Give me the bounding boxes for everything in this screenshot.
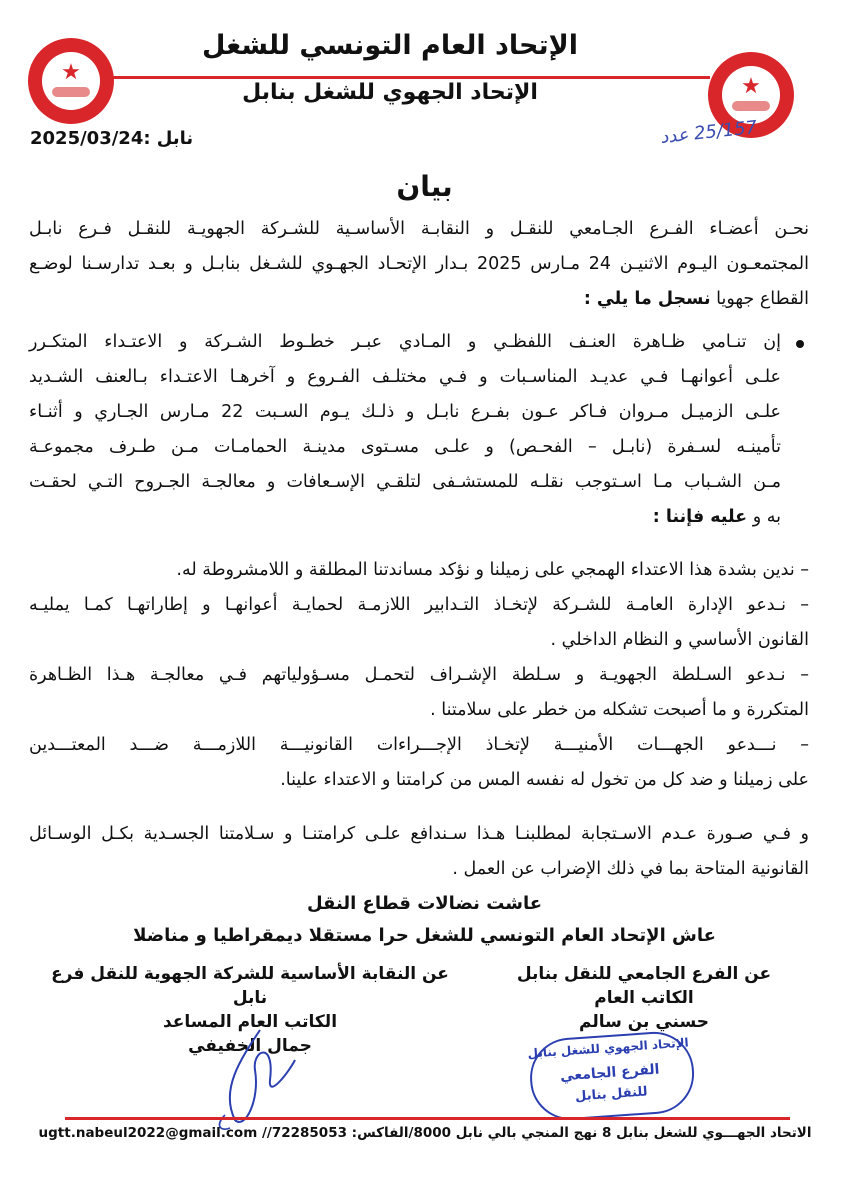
intro-bold: نسجل ما يلي :	[583, 289, 711, 309]
bullet-paragraph	[29, 325, 781, 535]
intro-line: القطاع جهويا نسجل ما يلي :	[583, 289, 809, 309]
header-subtitle: الإتحاد الجهوي للشغل بنابل	[242, 80, 538, 105]
handwritten-reference: 25/157 عدد	[659, 116, 759, 149]
closing-line-1: عاشت نضالات قطاع النقل	[306, 893, 543, 914]
intro-line: المجتمعـون اليـوم الاثنيـن 24 مـارس 2025 بـدار الإتحـاد الجهـوي للشـغل بنابـل و بعـد تدارسـنا لوضـع	[29, 254, 809, 274]
signature-block-right	[494, 962, 794, 1034]
demand-line: – نـــدعو الجهـــات الأمنيـــة لإتخـاذ الإجـــراءات القانونيـــة اللازمـــة ضـــد المعتـــدين	[29, 735, 809, 755]
closing-line-2: عاش الإتحاد العام التونسي للشغل حرا مستقلا ديمقراطيا و مناضلا	[133, 925, 716, 946]
signature-org: عن الفرع الجامعي للنقل بنابل	[516, 964, 772, 984]
bullet-icon	[796, 340, 804, 348]
final-line: و فـي صـورة عـدم الاسـتجابة لمطلبنـا هـذا سـندافع علـى كرامتنـا و سـلامتنا الجسـدية بكـل الوسـائل	[29, 824, 809, 844]
demand-line: – نـدعو الإدارة العامـة للشـركة لإتخـاذ التـدابير اللازمـة لحمايـة أعوانهـا و إطاراتهـا كمـا يمليـه	[29, 595, 809, 615]
handshake-icon	[52, 87, 90, 97]
bullet-line: به و عليه فإننا :	[652, 507, 781, 527]
bullet-line: إن تنـامي ظـاهرة العنـف اللفظـي و المـادي عبـر خطـوط الشـركة و الاعتـداء المتكـرر	[29, 332, 781, 352]
demand-line: – نـدعو السـلطة الجهويـة و سـلطة الإشـراف لتحمـل مسـؤولياتهم فـي معالجـة هـذا الظـاهرة	[29, 665, 809, 685]
official-stamp	[517, 1029, 702, 1121]
header-title: الإتحاد العام التونسي للشغل	[202, 30, 578, 61]
final-paragraph	[29, 817, 809, 887]
intro-paragraph	[29, 212, 809, 317]
document-date: نابل :2025/03/24	[30, 128, 194, 149]
bullet-line: تأمينـه لسـفرة (نابـل – الفحـص) و علـى مسـتوى مدينـة الحمامـات مـن طـرف مجموعـة	[29, 437, 781, 457]
stamp-line: الإتحاد الجهوي للشغل بنابل	[527, 1035, 690, 1061]
signature-name: جمال الخفيفي	[188, 1036, 312, 1056]
signature-role: الكاتب العام المساعد	[162, 1012, 338, 1032]
stamp-line: للنقل بنابل	[574, 1084, 649, 1105]
footer-divider	[65, 1117, 790, 1120]
demand-line: على زميلنا و ضد كل من تخول له نفسه المس من كرامتنا و الاعتداء علينا.	[280, 770, 809, 790]
signature-name: حسني بن سالم	[578, 1012, 710, 1032]
final-line: القانونية المتاحة بما في ذلك الإضراب عن العمل .	[452, 859, 809, 879]
handshake-icon	[732, 101, 770, 111]
bullet-line: علـى أعوانهـا فـي عديـد المناسـبات و فـي مختلـف الفـروع و آخرهـا الاعتـداء بـالعنف الشـديد	[29, 367, 781, 387]
document-heading: بيان	[396, 170, 453, 203]
intro-line: نحـن أعضـاء الفـرع الجـامعي للنقـل و النقابـة الأساسـية للشـركة الجهويـة للنقـل فـرع نابـل	[29, 219, 809, 239]
signature-org: عن النقابة الأساسية للشركة الجهوية للنقل فرع نابل	[51, 964, 449, 1008]
bullet-line: مـن الشـباب مـا اسـتوجب نقلـه للمستشـفى لتلقـي الإسـعافات و معالجـة الجـروح التـي لحقـت	[29, 472, 781, 492]
bullet-line: علـى الزميـل مـروان فـاكر عـون بفـرع نابـل و ذلـك يـوم السـبت 22 مـارس الجـاري و أثنـاء	[29, 402, 781, 422]
star-icon: ★	[61, 60, 81, 85]
bullet-bold: عليه فإننا :	[652, 507, 748, 527]
demand-line: – ندين بشدة هذا الاعتداء الهمجي على زميلنا و نؤكد مساندتنا المطلقة و اللامشروطة له.	[176, 560, 809, 580]
signature-role: الكاتب العام	[594, 988, 694, 1008]
stamp-line: الفرع الجامعي	[559, 1061, 661, 1085]
header-divider	[110, 76, 710, 79]
demand-line: القانون الأساسي و النظام الداخلي .	[550, 630, 809, 650]
demands-list	[29, 553, 809, 798]
ugtt-logo-left	[28, 38, 114, 124]
footer-contact: الاتحاد الجهـــوي للشغل بنابل 8 نهج المنجي بالي نابل 8000/الفاكس: 72285053// ugtt.nabeul2022@gmail.com	[38, 1125, 812, 1141]
demand-line: المتكررة و ما أصبحت تشكله من خطر على سلامتنا .	[430, 700, 809, 720]
star-icon: ★	[741, 74, 761, 99]
